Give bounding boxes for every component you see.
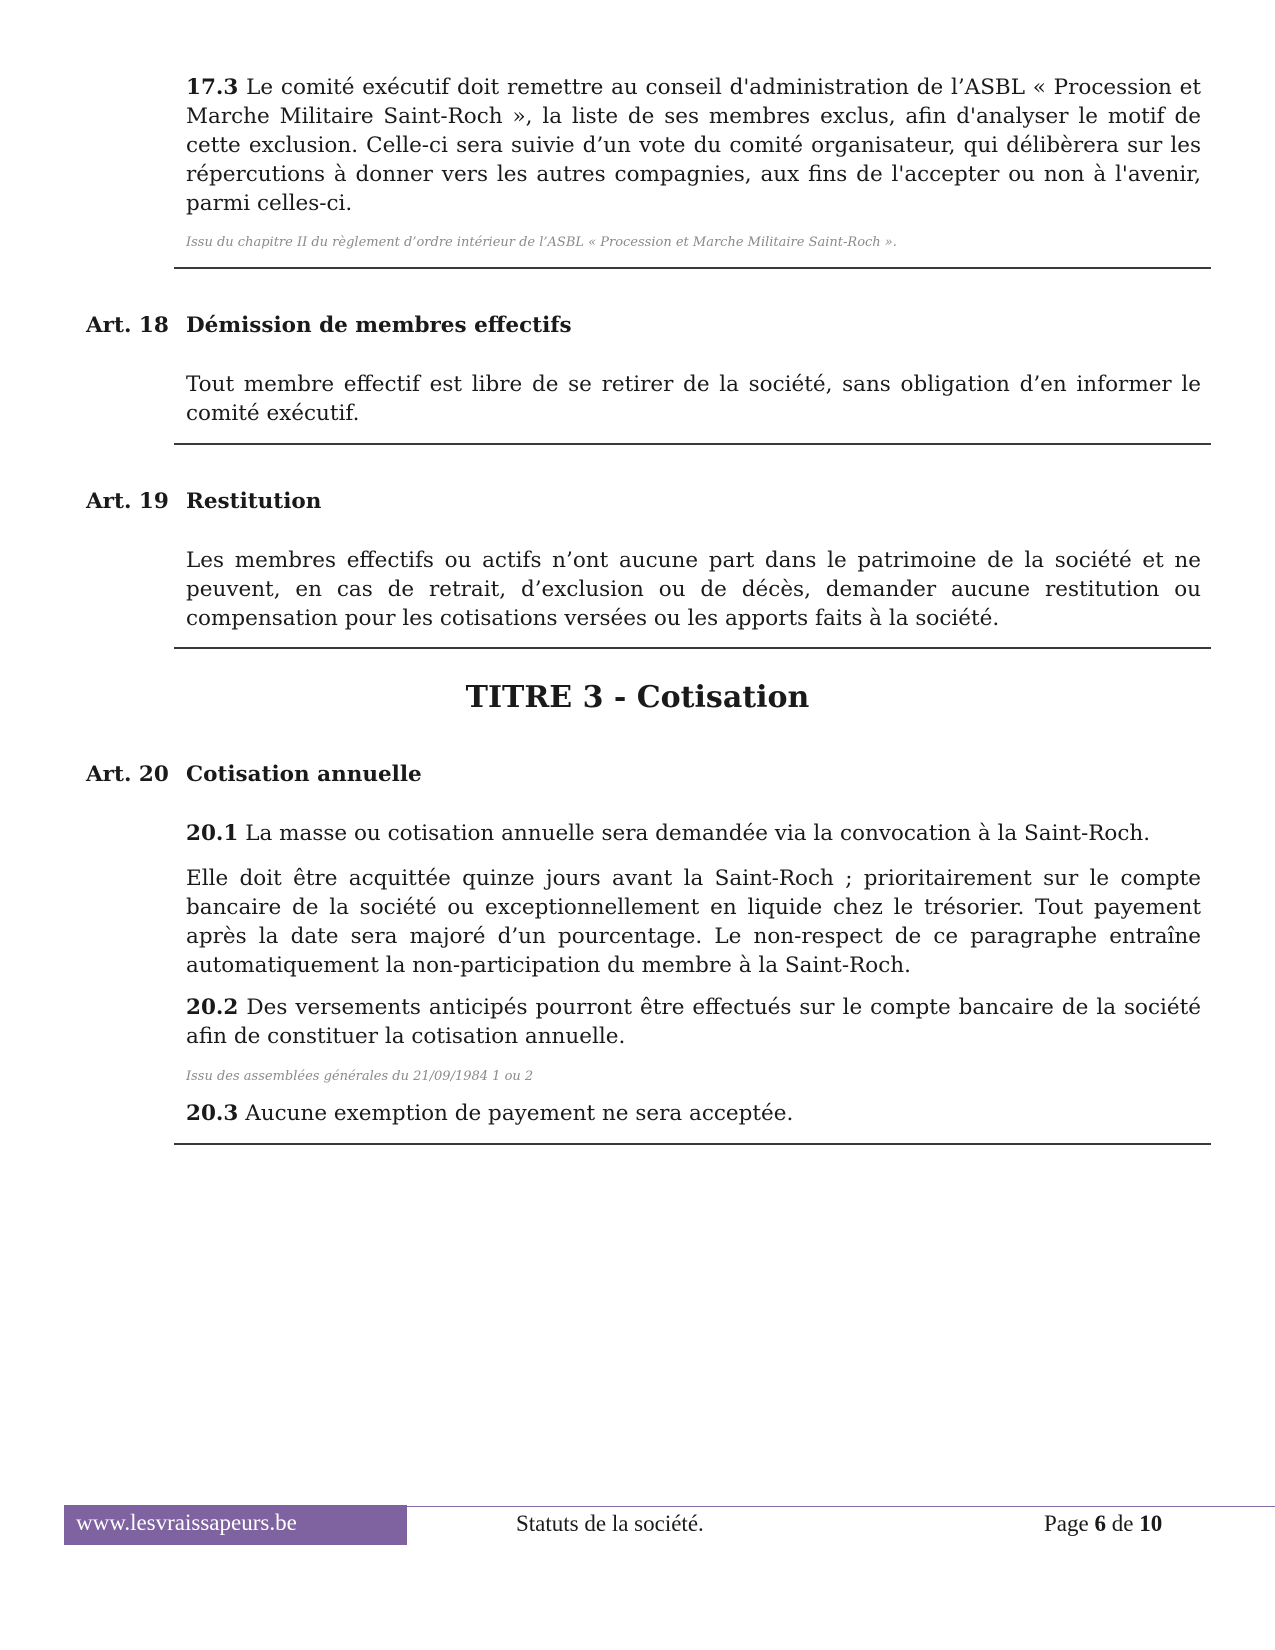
- paragraph-text: Les membres effectifs ou actifs n’ont aucune part dans le patrimoine de la société et ne peuvent, en cas de retrait, d’exclusion ou de décès, demander aucune restitution ou compensation pour les cotisations versées ou les apports faits à la société.: [186, 548, 1201, 631]
- article-title-19: Restitution: [186, 489, 322, 514]
- paragraph-text: Aucune exemption de payement ne sera acceptée.: [238, 1101, 794, 1126]
- paragraph-number: 20.1: [186, 821, 239, 846]
- page-middle: de: [1105, 1511, 1140, 1536]
- page-current: 6: [1094, 1511, 1106, 1536]
- paragraph-text: Des versements anticipés pourront être effectués sur le compte bancaire de la société afin de constituer la cotisation annuelle.: [186, 995, 1201, 1049]
- article-number-19: Art. 19: [86, 489, 169, 514]
- source-note-17: Issu du chapitre II du règlement d’ordre intérieur de l’ASBL « Procession et Marche Militaire Saint-Roch ».: [186, 235, 897, 250]
- paragraph-20-2: [186, 993, 1201, 1051]
- section-divider: [174, 647, 1211, 649]
- paragraph-number: 17.3: [186, 75, 239, 100]
- page-prefix: Page: [1044, 1511, 1095, 1536]
- paragraph-number: 20.2: [186, 995, 239, 1020]
- paragraph-text: Tout membre effectif est libre de se retirer de la société, sans obligation d’en informer le comité exécutif.: [186, 372, 1201, 426]
- paragraph-20-3: [186, 1099, 1201, 1128]
- footer-document-title: Statuts de la société.: [516, 1511, 704, 1536]
- paragraph-text: Elle doit être acquittée quinze jours avant la Saint-Roch ; prioritairement sur le compte bancaire de la société ou exceptionnellement en liquide chez le trésorier. Tout payement après la date sera majoré d’un pourcentage. Le non-respect de ce paragraphe entraîne automatiquement la non-participation du membre à la Saint-Roch.: [186, 866, 1201, 978]
- section-divider: [174, 1143, 1211, 1145]
- article-title-18: Démission de membres effectifs: [186, 313, 572, 338]
- paragraph-17-3: [186, 73, 1201, 218]
- article-number-18: Art. 18: [86, 313, 169, 338]
- part-heading: TITRE 3 - Cotisation: [465, 680, 810, 715]
- section-divider: [174, 443, 1211, 445]
- article-number-20: Art. 20: [86, 762, 169, 787]
- footer-website-link[interactable]: www.lesvraissapeurs.be: [64, 1505, 407, 1545]
- article-title-20: Cotisation annuelle: [186, 762, 422, 787]
- paragraph-text: La masse ou cotisation annuelle sera demandée via la convocation à la Saint-Roch.: [238, 821, 1151, 846]
- paragraph-number: 20.3: [186, 1101, 239, 1126]
- article-19-text: [186, 546, 1201, 633]
- page-total: 10: [1139, 1511, 1163, 1536]
- paragraph-text: Le comité exécutif doit remettre au conseil d'administration de l’ASBL « Procession et Marche Militaire Saint-Roch », la liste de ses membres exclus, afin d'analyser le motif de cette exclusion. Celle-ci sera suivie d’un vote du comité organisateur, qui délibèrera sur les répercutions à donner vers les autres compagnies, aux fins de l'accepter ou non à l'avenir, parmi celles-ci.: [186, 75, 1201, 216]
- paragraph-20-1-continued: [186, 864, 1201, 980]
- paragraph-20-1: [186, 819, 1201, 848]
- article-18-text: [186, 370, 1201, 428]
- footer-page-number: [1044, 1507, 1162, 1541]
- section-divider: [174, 267, 1211, 269]
- source-note-20: Issu des assemblées générales du 21/09/1984 1 ou 2: [186, 1069, 534, 1084]
